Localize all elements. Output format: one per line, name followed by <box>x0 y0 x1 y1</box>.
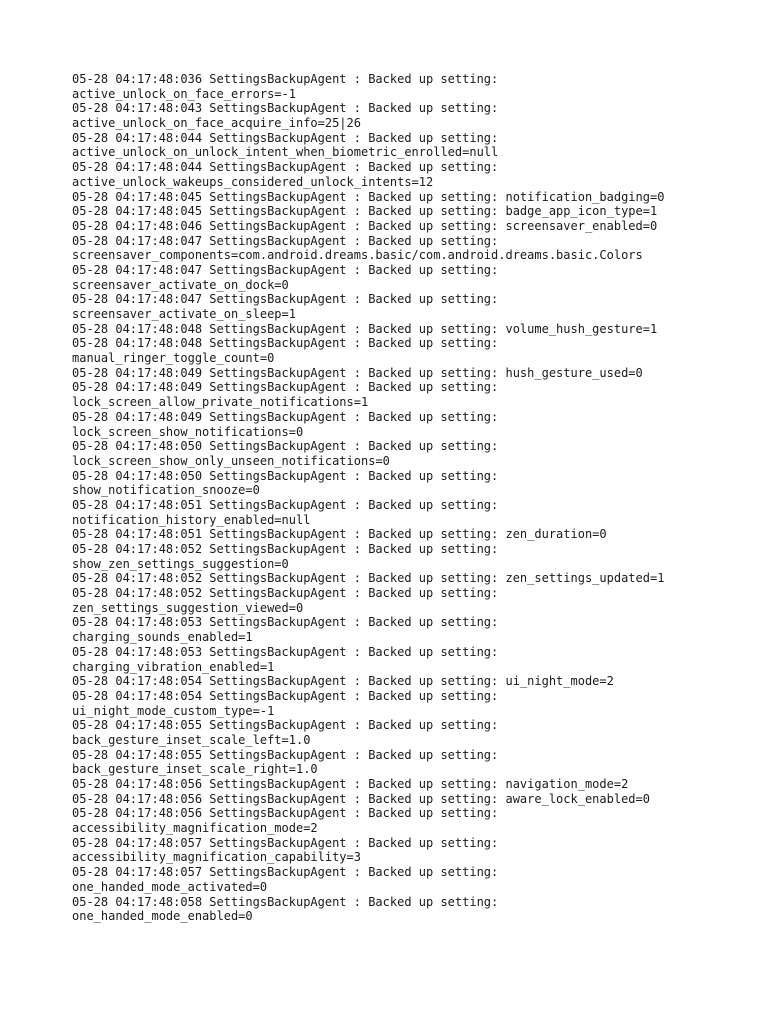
log-line: 05-28 04:17:48:052 SettingsBackupAgent : Backed up setting: <box>72 586 499 601</box>
log-line: 05-28 04:17:48:053 SettingsBackupAgent : Backed up setting: <box>72 644 499 659</box>
log-line: lock_screen_show_only_unseen_notifications=0 <box>72 453 390 468</box>
log-line: lock_screen_allow_private_notifications=1 <box>72 395 369 410</box>
log-line: zen_settings_suggestion_viewed=0 <box>72 600 304 615</box>
log-line: screensaver_activate_on_dock=0 <box>72 277 289 292</box>
log-line: 05-28 04:17:48:044 SettingsBackupAgent : Backed up setting: <box>72 160 499 175</box>
log-line: back_gesture_inset_scale_left=1.0 <box>72 732 311 747</box>
log-line: active_unlock_wakeups_considered_unlock_intents=12 <box>72 174 434 189</box>
log-line: 05-28 04:17:48:049 SettingsBackupAgent : Backed up setting: <box>72 380 499 395</box>
log-line: manual_ringer_toggle_count=0 <box>72 351 275 366</box>
log-line: 05-28 04:17:48:056 SettingsBackupAgent : Backed up setting: navigation_mode=2 <box>72 777 629 791</box>
log-line: 05-28 04:17:48:054 SettingsBackupAgent : Backed up setting: <box>72 688 499 703</box>
log-line: 05-28 04:17:48:055 SettingsBackupAgent : Backed up setting: <box>72 718 499 733</box>
log-text-block <box>72 72 752 924</box>
log-line: charging_sounds_enabled=1 <box>72 630 253 645</box>
log-line: 05-28 04:17:48:049 SettingsBackupAgent : Backed up setting: hush_gesture_used=0 <box>72 365 643 380</box>
log-line: 05-28 04:17:48:050 SettingsBackupAgent : Backed up setting: <box>72 468 499 483</box>
log-line: 05-28 04:17:48:044 SettingsBackupAgent : Backed up setting: <box>72 130 499 145</box>
log-line: 05-28 04:17:48:055 SettingsBackupAgent : Backed up setting: <box>72 747 499 762</box>
log-line: 05-28 04:17:48:045 SettingsBackupAgent : Backed up setting: badge_app_icon_type=1 <box>72 204 658 219</box>
log-line: 05-28 04:17:48:057 SettingsBackupAgent : Backed up setting: <box>72 835 499 850</box>
log-line: 05-28 04:17:48:054 SettingsBackupAgent : Backed up setting: ui_night_mode=2 <box>72 674 614 689</box>
log-line: screensaver_components=com.android.dreams.basic/com.android.dreams.basic.Colors <box>72 248 643 263</box>
log-line: screensaver_activate_on_sleep=1 <box>72 307 296 321</box>
log-line: 05-28 04:17:48:057 SettingsBackupAgent : Backed up setting: <box>72 865 499 880</box>
log-line: 05-28 04:17:48:043 SettingsBackupAgent : Backed up setting: <box>72 101 499 116</box>
log-line: accessibility_magnification_capability=3 <box>72 850 361 865</box>
log-line: 05-28 04:17:48:058 SettingsBackupAgent : Backed up setting: <box>72 894 499 909</box>
log-line: 05-28 04:17:48:051 SettingsBackupAgent : Backed up setting: zen_duration=0 <box>72 527 607 542</box>
log-line: 05-28 04:17:48:047 SettingsBackupAgent : Backed up setting: <box>72 233 499 248</box>
log-line: active_unlock_on_unlock_intent_when_biometric_enrolled=null <box>72 145 499 160</box>
log-line: 05-28 04:17:48:036 SettingsBackupAgent : Backed up setting: <box>72 72 499 86</box>
log-line: 05-28 04:17:48:046 SettingsBackupAgent : Backed up setting: screensaver_enabled=0 <box>72 218 658 233</box>
log-line: 05-28 04:17:48:048 SettingsBackupAgent : Backed up setting: volume_hush_gesture=1 <box>72 321 658 336</box>
log-line: show_notification_snooze=0 <box>72 483 260 498</box>
log-line: 05-28 04:17:48:053 SettingsBackupAgent : Backed up setting: <box>72 615 499 630</box>
log-line: 05-28 04:17:48:049 SettingsBackupAgent : Backed up setting: <box>72 409 499 424</box>
log-line: one_handed_mode_enabled=0 <box>72 909 253 924</box>
log-line: 05-28 04:17:48:052 SettingsBackupAgent : Backed up setting: zen_settings_updated=1 <box>72 571 665 586</box>
log-line: one_handed_mode_activated=0 <box>72 879 268 894</box>
log-line: charging_vibration_enabled=1 <box>72 659 275 674</box>
log-line: notification_history_enabled=null <box>72 512 311 527</box>
log-line: 05-28 04:17:48:051 SettingsBackupAgent : Backed up setting: <box>72 497 499 512</box>
log-line: back_gesture_inset_scale_right=1.0 <box>72 762 318 777</box>
log-line: 05-28 04:17:48:052 SettingsBackupAgent : Backed up setting: <box>72 542 499 556</box>
log-line: accessibility_magnification_mode=2 <box>72 821 318 836</box>
log-line: lock_screen_show_notifications=0 <box>72 424 304 439</box>
log-line: 05-28 04:17:48:048 SettingsBackupAgent : Backed up setting: <box>72 336 499 351</box>
log-line: 05-28 04:17:48:050 SettingsBackupAgent : Backed up setting: <box>72 439 499 454</box>
log-line: ui_night_mode_custom_type=-1 <box>72 703 275 718</box>
log-line: 05-28 04:17:48:056 SettingsBackupAgent : Backed up setting: aware_lock_enabled=0 <box>72 791 650 806</box>
log-line: active_unlock_on_face_errors=-1 <box>72 86 296 101</box>
log-line: active_unlock_on_face_acquire_info=25|26 <box>72 116 361 131</box>
log-line: 05-28 04:17:48:056 SettingsBackupAgent : Backed up setting: <box>72 806 499 821</box>
log-line: show_zen_settings_suggestion=0 <box>72 556 289 571</box>
log-line: 05-28 04:17:48:047 SettingsBackupAgent : Backed up setting: <box>72 292 499 307</box>
log-line: 05-28 04:17:48:047 SettingsBackupAgent : Backed up setting: <box>72 262 499 277</box>
log-line: 05-28 04:17:48:045 SettingsBackupAgent : Backed up setting: notification_badging=0 <box>72 189 665 204</box>
